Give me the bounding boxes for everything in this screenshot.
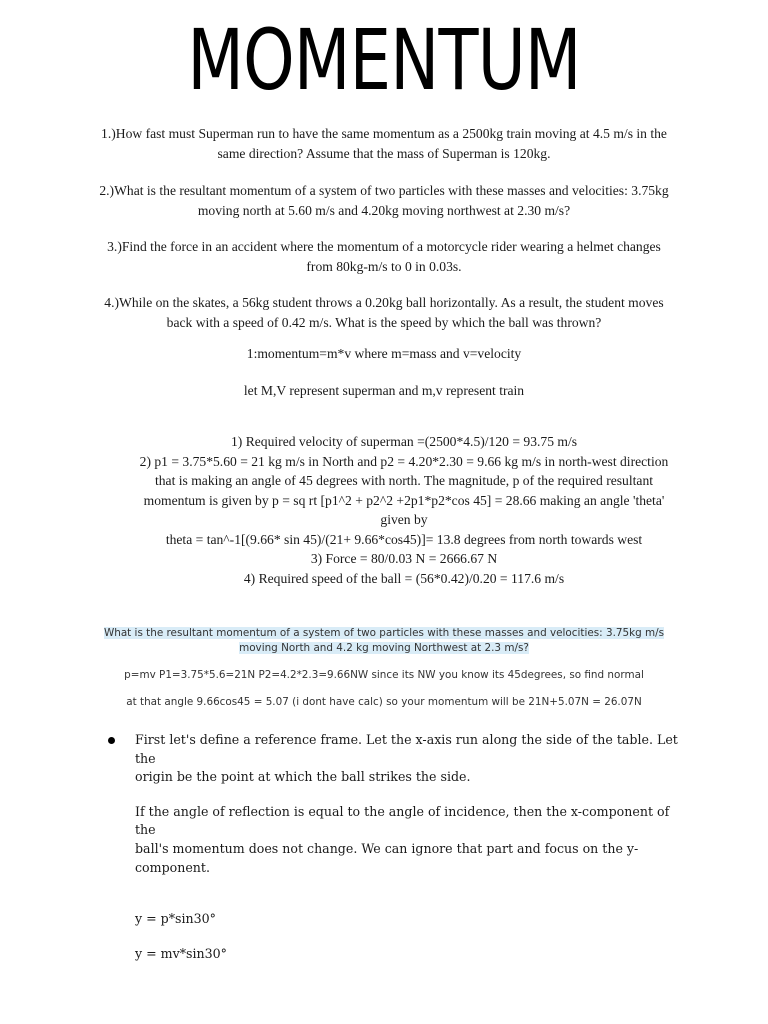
question-1-line-2: same direction? Assume that the mass of Superman is 120kg.	[217, 145, 551, 161]
question-3-line-1: 3.)Find the force in an accident where the momentum of a motorcycle rider wearing a helmet changes	[107, 239, 661, 254]
bullet-para-1-line-1: First let's define a reference frame. Let the x-axis run along the side of the table. Let the	[135, 732, 678, 766]
question-2	[90, 181, 678, 220]
variables-note: let M,V represent superman and m,v represent train	[243, 383, 525, 398]
forum-answer-line-2: at that angle 9.66cos45 = 5.07 (i dont have calc) so your momentum will be 21N+5.07N = 26.07N	[126, 696, 642, 708]
answer-line: given by	[380, 512, 428, 527]
equation-2: y = mv*sin30°	[135, 945, 227, 961]
question-2-line-2: moving north at 5.60 m/s and 4.20kg moving northwest at 2.30 m/s?	[197, 202, 571, 218]
answer-line: 3) Force = 80/0.03 N = 2666.67 N	[310, 551, 498, 566]
answer-line: 4) Required speed of the ball = (56*0.42)/0.20 = 117.6 m/s	[243, 570, 565, 586]
answer-line: 2) p1 = 3.75*5.60 = 21 kg m/s in North and p2 = 4.20*2.30 = 9.66 kg m/s in north-west direction	[139, 453, 669, 469]
question-1-line-1: 1.)How fast must Superman run to have the same momentum as a 2500kg train moving at 4.5 m/s in the	[101, 126, 667, 141]
answer-line: that is making an angle of 45 degrees with north. The magnitude, p of the required resultant	[154, 473, 654, 488]
answer-line: theta = tan^-1[(9.66* sin 45)/(21+ 9.66*cos45)]= 13.8 degrees from north towards west	[165, 531, 643, 547]
forum-question-line-1: What is the resultant momentum of a system of two particles with these masses and velocities: 3.75kg m/s	[103, 627, 665, 639]
bullet-icon	[108, 737, 115, 744]
forum-question-line-2: moving North and 4.2 kg moving Northwest at 2.3 m/s?	[239, 642, 529, 654]
answer-line: momentum is given by p = sq rt [p1^2 + p2^2 +2p1*p2*cos 45] = 28.66 making an angle 'theta'	[143, 492, 665, 508]
bullet-para-1-line-2: origin be the point at which the ball strikes the side.	[135, 769, 471, 785]
question-4-line-1: 4.)While on the skates, a 56kg student throws a 0.20kg ball horizontally. As a result, the student moves	[104, 295, 664, 310]
question-2-line-1: 2.)What is the resultant momentum of a system of two particles with these masses and velocities: 3.75kg	[99, 183, 669, 198]
forum-answer-line-1: p=mv P1=3.75*5.6=21N P2=4.2*2.3=9.66NW since its NW you know its 45degrees, so find normal	[124, 669, 644, 681]
formula-note: 1:momentum=m*v where m=mass and v=velocity	[246, 346, 522, 361]
equation-1: y = p*sin30°	[135, 911, 216, 927]
question-4	[90, 293, 678, 332]
forum-question	[60, 626, 708, 656]
question-3	[90, 237, 678, 276]
page-title: MOMENTUM	[187, 11, 581, 109]
answers-block	[130, 432, 678, 588]
bullet-para-2-line-2: ball's momentum does not change. We can ignore that part and focus on the y-component.	[135, 840, 639, 875]
answer-line: 1) Required velocity of superman =(2500*4.5)/120 = 93.75 m/s	[230, 434, 578, 449]
bullet-item	[108, 731, 688, 963]
question-4-line-2: back with a speed of 0.42 m/s. What is the speed by which the ball was thrown?	[166, 314, 602, 330]
bullet-para-2-line-1: If the angle of reflection is equal to the angle of incidence, then the x-component of the	[135, 803, 670, 838]
question-1	[90, 124, 678, 163]
question-3-line-2: from 80kg-m/s to 0 in 0.03s.	[306, 258, 462, 274]
